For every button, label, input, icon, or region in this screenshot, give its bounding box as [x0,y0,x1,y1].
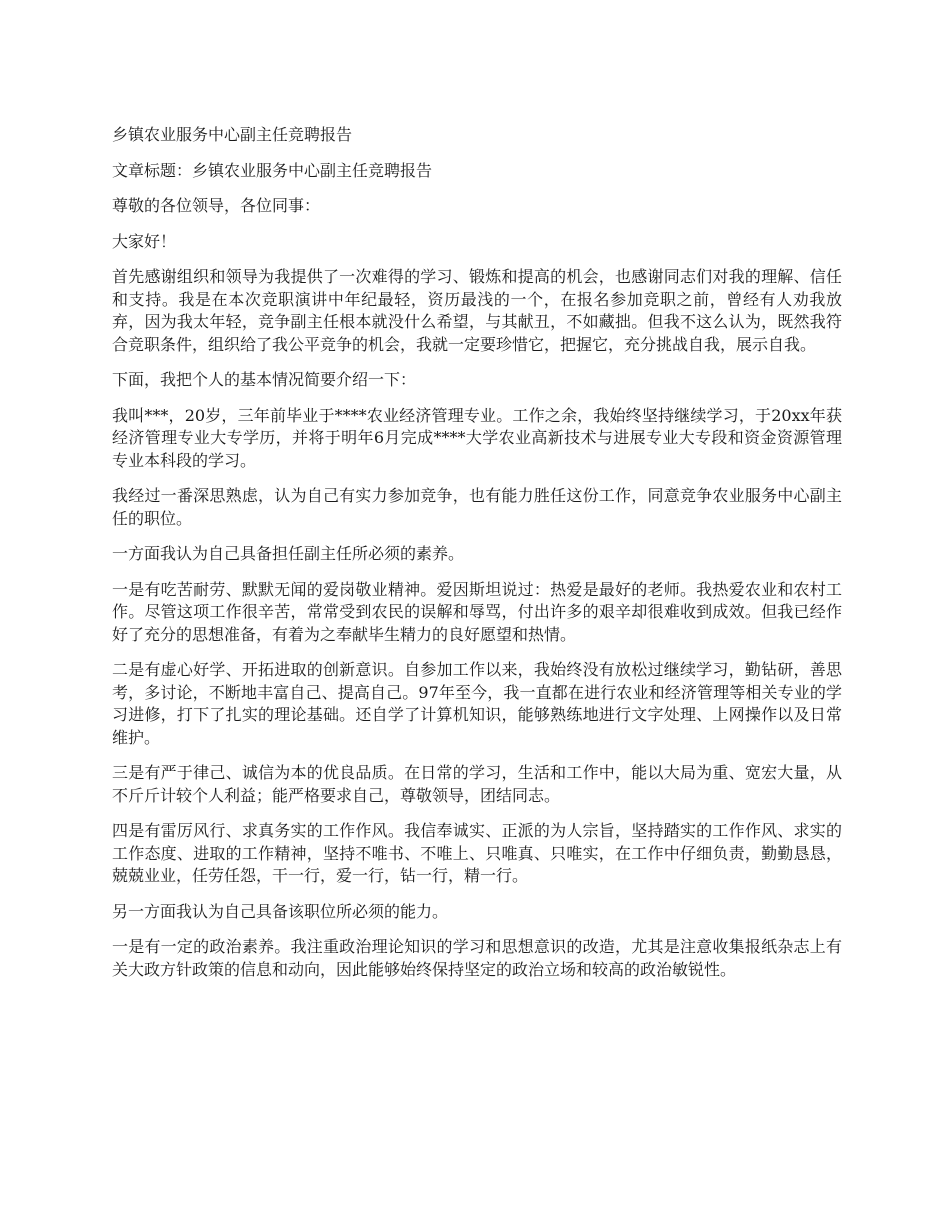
greeting: 大家好！ [112,231,177,251]
body-paragraph: 我叫***，20岁，三年前毕业于****农业经济管理专业。工作之余，我始终坚持继续学习，于20xx年获经济管理专业大专学历，并将于明年6月完成****大学农业高新技术与进展专业大专段和资金资源管理专业本科段的学习。 [112,405,842,470]
body-paragraph: 我经过一番深思熟虑，认为自己有实力参加竞争，也有能力胜任这份工作，同意竞争农业服务中心副主任的职位。 [112,486,842,528]
body-paragraph: 首先感谢组织和领导为我提供了一次难得的学习、锻炼和提高的机会，也感谢同志们对我的理解、信任和支持。我是在本次竞职演讲中年纪最轻，资历最浅的一个，在报名参加竞职之前，曾经有人劝我放弃，因为我太年轻，竞争副主任根本就没什么希望，与其献丑，不如藏拙。但我不这么认为，既然我符合竞职条件，组织给了我公平竞争的机会，我就一定要珍惜它，把握它，充分挑战自我，展示自我。 [112,267,842,354]
body-paragraph: 三是有严于律己、诚信为本的优良品质。在日常的学习，生活和工作中，能以大局为重、宽宏大量，从不斤斤计较个人利益；能严格要求自己，尊敬领导，团结同志。 [112,763,842,805]
salutation: 尊敬的各位领导，各位同事： [112,196,321,215]
body-paragraph: 四是有雷厉风行、求真务实的工作作风。我信奉诚实、正派的为人宗旨，坚持踏实的工作作风、求实的工作态度、进取的工作精神，坚持不唯书、不唯上、只唯真、只唯实，在工作中仔细负责，勤勤恳恳，兢兢业业，任劳任怨，干一行，爱一行，钻一行，精一行。 [112,821,842,885]
section-intro: 另一方面我认为自己具备该职位所必须的能力。 [112,901,449,921]
document-title: 乡镇农业服务中心副主任竞聘报告 [112,125,353,144]
document-page [112,124,842,994]
body-paragraph: 一是有吃苦耐劳、默默无闻的爱岗敬业精神。爱因斯坦说过：热爱是最好的老师。我热爱农业和农村工作。尽管这项工作很辛苦，常常受到农民的误解和辱骂，付出许多的艰辛却很难收到成效。但我已经作好了充分的思想准备，有着为之奉献毕生精力的良好愿望和热情。 [112,579,842,644]
section-intro: 一方面我认为自己具备担任副主任所必须的素养。 [112,544,465,563]
body-paragraph: 二是有虚心好学、开拓进取的创新意识。自参加工作以来，我始终没有放松过继续学习，勤钻研，善思考，多讨论，不断地丰富自己、提高自己。97年至今，我一直都在进行农业和经济管理等相关专业的学习进修，打下了扎实的理论基础。还自学了计算机知识，能够熟练地进行文字处理、上网操作以及日常维护。 [112,660,842,747]
article-title-line: 文章标题：乡镇农业服务中心副主任竞聘报告 [112,160,433,180]
body-paragraph: 下面，我把个人的基本情况简要介绍一下： [112,370,417,389]
body-paragraph: 一是有一定的政治素养。我注重政治理论知识的学习和思想意识的改造，尤其是注意收集报纸杂志上有关大政方针政策的信息和动向，因此能够始终保持坚定的政治立场和较高的政治敏锐性。 [112,937,842,979]
